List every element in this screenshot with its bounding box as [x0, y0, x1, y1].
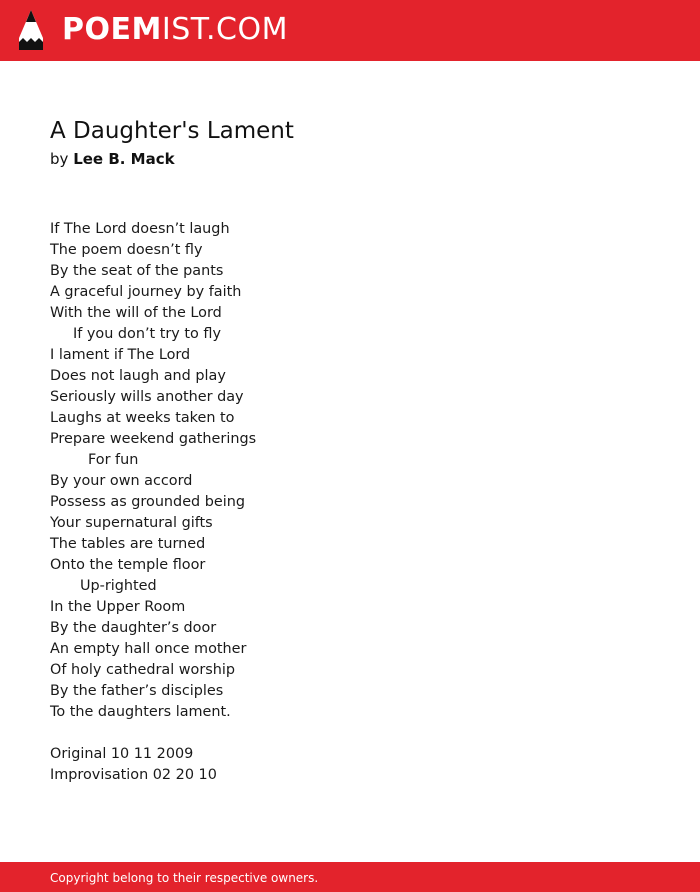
site-footer	[0, 862, 700, 892]
poem-line: Prepare weekend gatherings	[50, 431, 257, 447]
poem-line: I lament if The Lord	[50, 347, 191, 363]
poem-line: Possess as grounded being	[50, 494, 245, 510]
poem-line: Improvisation 02 20 10	[50, 767, 217, 783]
poem-line: Seriously wills another day	[50, 389, 244, 405]
poem-line: For fun	[88, 452, 139, 468]
poem-line: By the daughter’s door	[50, 620, 217, 636]
poem-line: By the father’s disciples	[50, 683, 224, 699]
site-header	[0, 0, 700, 61]
poem-line: Laughs at weeks taken to	[50, 410, 235, 426]
poem-line: With the will of the Lord	[50, 305, 222, 321]
poem-line: Of holy cathedral worship	[50, 662, 236, 678]
poem-line: A graceful journey by faith	[50, 284, 242, 300]
by-label: by	[50, 150, 69, 168]
poem-line: An empty hall once mother	[50, 641, 247, 657]
poem-line: To the daughters lament.	[50, 704, 231, 720]
poem-line: Up-righted	[80, 578, 157, 594]
poem-line: Does not laugh and play	[50, 368, 226, 384]
poem-blank-line	[50, 723, 650, 744]
site-logo[interactable]	[62, 12, 288, 48]
poem-line: If you don’t try to fly	[73, 326, 222, 342]
poem-line: The tables are turned	[50, 536, 206, 552]
logo-light-text: IST.COM	[161, 12, 288, 47]
pencil-tip-icon[interactable]	[17, 8, 45, 52]
byline	[50, 148, 175, 170]
copyright-text: Copyright belong to their respective owners.	[50, 871, 319, 885]
logo-bold-text: POEM	[62, 12, 162, 47]
poem-line: By the seat of the pants	[50, 263, 224, 279]
poem-title: A Daughter's Lament	[50, 118, 294, 144]
poem-line: In the Upper Room	[50, 599, 186, 615]
poem-line: Original 10 11 2009	[50, 746, 194, 762]
author-name: Lee B. Mack	[73, 150, 175, 168]
poem-line: The poem doesn’t fly	[50, 242, 203, 258]
poem-line: By your own accord	[50, 473, 193, 489]
poem-line: Your supernatural gifts	[50, 515, 213, 531]
poem-body	[50, 219, 650, 786]
poem-line: Onto the temple floor	[50, 557, 206, 573]
poem-line: If The Lord doesn’t laugh	[50, 221, 230, 237]
